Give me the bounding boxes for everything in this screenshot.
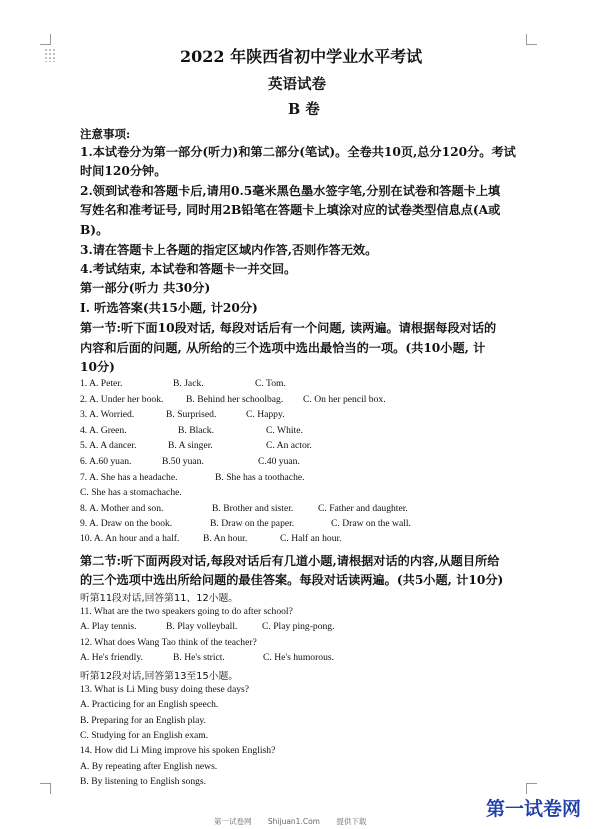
- option-a: A. Play tennis.: [80, 621, 137, 632]
- option-a: 9. A. Draw on the book.: [80, 518, 173, 529]
- footer-note: 提供下载: [336, 817, 367, 826]
- option-b: B. Surprised.: [166, 409, 217, 420]
- dialogue-instruction: 听第12段对话,回答第13至15小题。: [80, 671, 239, 682]
- option-a: 5. A. A dancer.: [80, 440, 137, 451]
- section1-intro: 10分): [80, 360, 115, 374]
- page-footer: [214, 816, 380, 827]
- section1-intro: 内容和后面的问题, 从所给的三个选项中选出最恰当的一项。(共10小题, 计: [80, 341, 486, 355]
- option-a: 8. A. Mother and son.: [80, 503, 164, 514]
- margin-corner-top-right: [526, 34, 537, 45]
- dialogue-instruction: 听第11段对话,回答第11、12小题。: [80, 593, 239, 604]
- footer-site-url: Shijuan1.Com: [267, 817, 320, 826]
- option-c: C. Studying for an English exam.: [80, 730, 209, 741]
- notes-line: 4.考试结束, 本试卷和答题卡一并交回。: [80, 262, 297, 276]
- margin-corner-bottom-right: [526, 783, 537, 794]
- footer-site-name: 第一试卷网: [214, 817, 252, 826]
- option-b: B. Brother and sister.: [212, 503, 294, 514]
- option-c: C. White.: [266, 425, 303, 436]
- option-c: C.40 yuan.: [258, 456, 300, 467]
- part-heading: 第一部分(听力 共30分): [80, 281, 211, 295]
- option-c: C. On her pencil box.: [303, 394, 386, 405]
- option-b: B. He's strict.: [173, 652, 225, 663]
- margin-corner-bottom-left: [40, 783, 51, 794]
- option-a: 4. A. Green.: [80, 425, 127, 436]
- notes-line: 3.请在答题卡上各题的指定区域内作答,否则作答无效。: [80, 243, 378, 257]
- option-a: 10. A. An hour and a half.: [80, 533, 180, 544]
- question-stem: 14. How did Li Ming improve his spoken English?: [80, 745, 276, 756]
- question-stem: 11. What are the two speakers going to do after school?: [80, 606, 293, 617]
- question-stem: 12. What does Wang Tao think of the teacher?: [80, 637, 257, 648]
- notes-line: 2.领到试卷和答题卡后,请用0.5毫米黑色墨水签字笔,分别在试卷和答题卡上填: [80, 184, 501, 198]
- section1-intro: 第一节:听下面10段对话, 每段对话后有一个问题, 读两遍。请根据每段对话的: [80, 321, 497, 335]
- option-a: 7. A. She has a headache.: [80, 472, 178, 483]
- option-b: B. Preparing for an English play.: [80, 715, 206, 726]
- option-b: B.50 yuan.: [162, 456, 204, 467]
- option-c: C. She has a stomachache.: [80, 487, 182, 498]
- paper-version: B 卷: [288, 101, 320, 118]
- option-c: C. Half an hour.: [280, 533, 342, 544]
- option-c: C. Play ping-pong.: [262, 621, 335, 632]
- option-a: A. He's friendly.: [80, 652, 143, 663]
- option-a: A. Practicing for an English speech.: [80, 699, 219, 710]
- option-b: B. An hour.: [203, 533, 248, 544]
- option-c: C. An actor.: [266, 440, 312, 451]
- margin-corner-top-left: [40, 34, 51, 45]
- option-a: 6. A.60 yuan.: [80, 456, 132, 467]
- notes-line: 写姓名和准考证号, 同时用2B铅笔在答题卡上填涂对应的试卷类型信息点(A或: [80, 203, 501, 217]
- option-a: 2. A. Under her book.: [80, 394, 164, 405]
- option-b: B. Black.: [178, 425, 214, 436]
- notes-line: 时间120分钟。: [80, 164, 167, 178]
- option-b: B. Play volleyball.: [166, 621, 238, 632]
- option-a: A. By repeating after English news.: [80, 761, 218, 772]
- notes-line: 1.本试卷分为第一部分(听力)和第二部分(笔试)。全卷共10页,总分120分。考试: [80, 145, 516, 159]
- notes-line: B)。: [80, 223, 109, 237]
- option-b: B. Draw on the paper.: [210, 518, 295, 529]
- section2-intro: 的三个选项中选出所给问题的最佳答案。每段对话读两遍。(共5小题, 计10分): [80, 573, 504, 587]
- option-b: B. A singer.: [168, 440, 213, 451]
- option-c: C. Tom.: [255, 378, 286, 389]
- option-c: C. Happy.: [246, 409, 285, 420]
- option-c: C. Father and daughter.: [318, 503, 408, 514]
- exam-subtitle: 英语试卷: [268, 76, 326, 93]
- question-stem: 13. What is Li Ming busy doing these days?: [80, 684, 250, 695]
- exam-title: 2022 年陕西省初中学业水平考试: [180, 47, 423, 66]
- option-a: 1. A. Peter.: [80, 378, 123, 389]
- section-heading: I. 听选答案(共15小题, 计20分): [80, 301, 258, 315]
- option-c: C. He's humorous.: [263, 652, 335, 663]
- option-b: B. Behind her schoolbag.: [186, 394, 284, 405]
- notes-heading: 注意事项:: [80, 127, 131, 141]
- option-c: C. Draw on the wall.: [331, 518, 411, 529]
- site-watermark: 第一试卷网: [485, 798, 581, 820]
- option-b: B. By listening to English songs.: [80, 776, 207, 787]
- drag-handle-icon[interactable]: [44, 48, 56, 62]
- option-b: B. She has a toothache.: [215, 472, 305, 483]
- section2-intro: 第二节:听下面两段对话,每段对话后有几道小题,请根据对话的内容,从题目所给: [80, 554, 500, 568]
- option-b: B. Jack.: [173, 378, 204, 389]
- option-a: 3. A. Worried.: [80, 409, 135, 420]
